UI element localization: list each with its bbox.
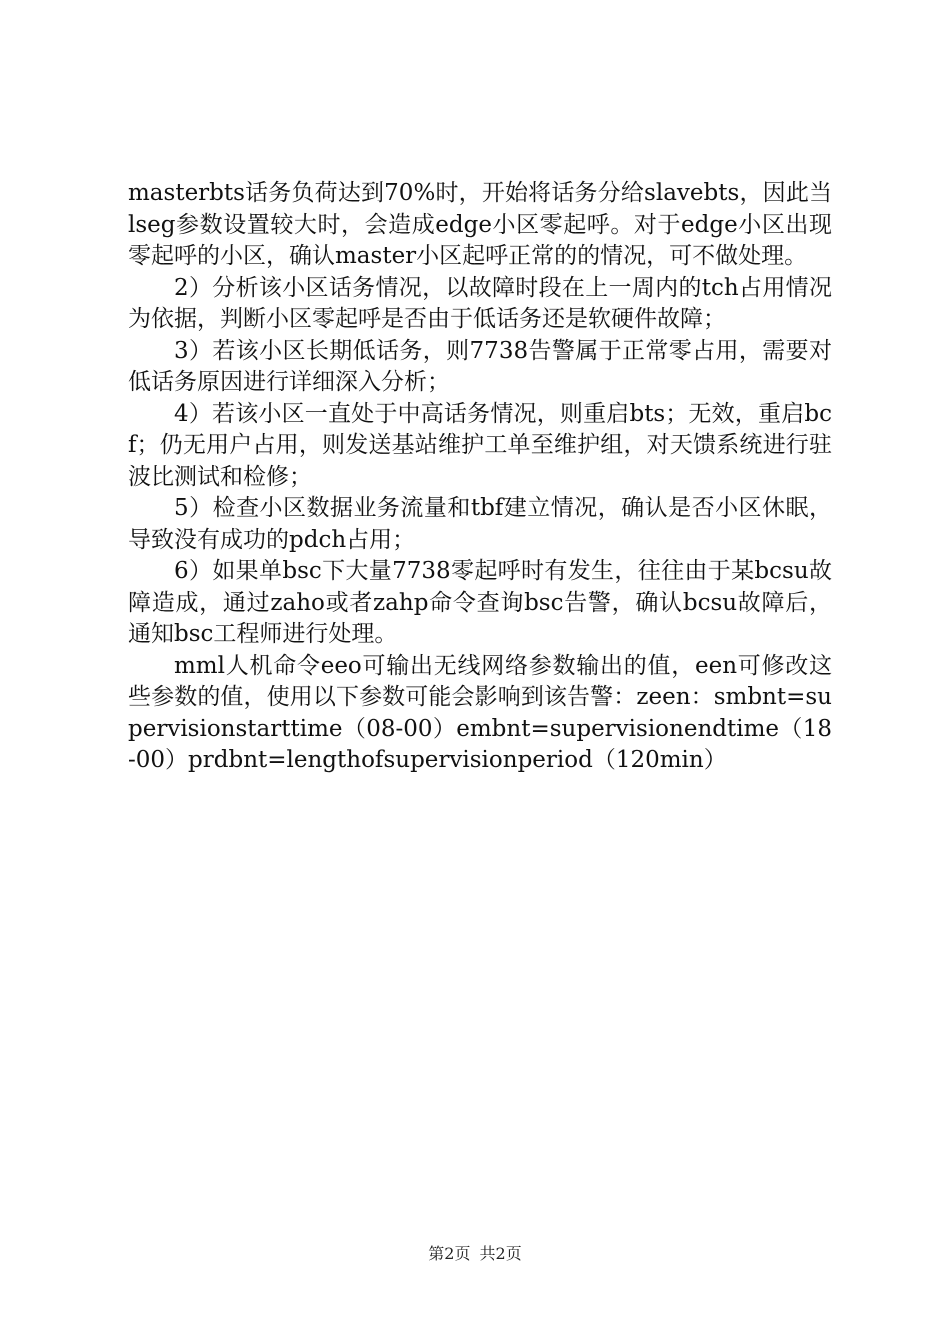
- paragraph-mml-commands: mml人机命令eeo可输出无线网络参数输出的值，een可修改这些参数的值，使用以下参数可能会影响到该告警：zeen：smbnt=supervisionstarttime（08-00）embnt=supervisionendtime（18-00）prdbnt=lengthofsupervisionperiod（120min）: [128, 652, 832, 773]
- paragraph-step-5: 5）检查小区数据业务流量和tbf建立情况，确认是否小区休眠，导致没有成功的pdch占用；: [128, 495, 832, 553]
- page-total: 共2页: [479, 1244, 522, 1263]
- paragraph-continuation: masterbts话务负荷达到70%时，开始将话务分给slavebts，因此当lseg参数设置较大时，会造成edge小区零起呼。对于edge小区出现零起呼的小区，确认master小区起呼正常的的情况，可不做处理。: [128, 180, 832, 269]
- page-number: 第2页: [428, 1244, 471, 1263]
- page-footer: [0, 1244, 950, 1264]
- paragraph-step-6: 6）如果单bsc下大量7738零起呼时有发生，往往由于某bcsu故障造成，通过zaho或者zahp命令查询bsc告警，确认bcsu故障后，通知bsc工程师进行处理。: [128, 558, 832, 647]
- document-body: [128, 178, 832, 777]
- paragraph-step-2: 2）分析该小区话务情况，以故障时段在上一周内的tch占用情况为依据，判断小区零起呼是否由于低话务还是软硬件故障；: [128, 274, 832, 332]
- paragraph-step-3: 3）若该小区长期低话务，则7738告警属于正常零占用，需要对低话务原因进行详细深入分析；: [128, 337, 832, 395]
- paragraph-step-4: 4）若该小区一直处于中高话务情况，则重启bts；无效，重启bcf；仍无用户占用，则发送基站维护工单至维护组，对天馈系统进行驻波比测试和检修；: [128, 400, 832, 490]
